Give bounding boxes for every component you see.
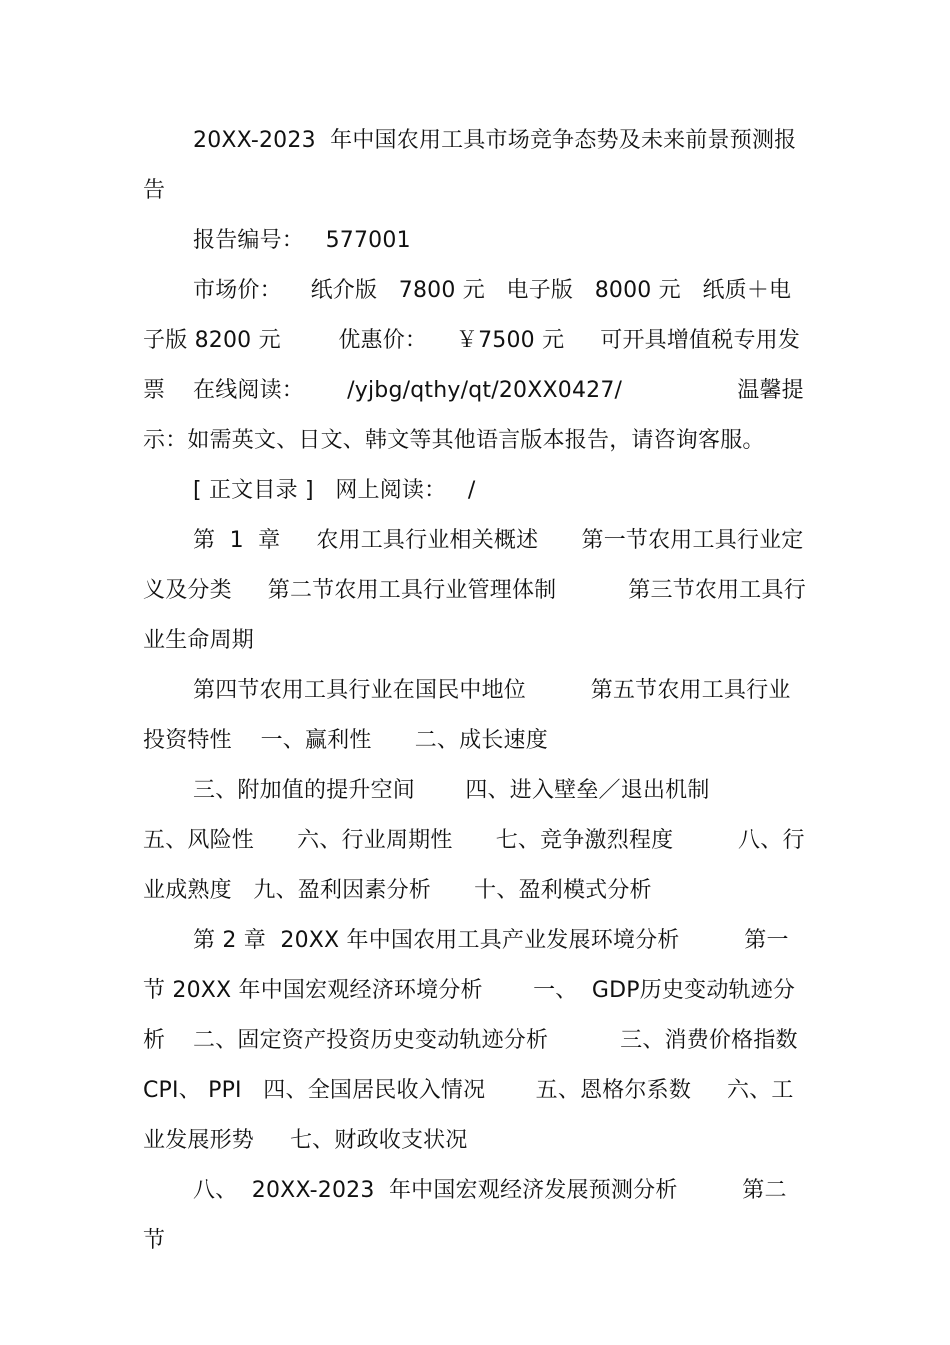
chapter-2-items: 二、固定资产投资历史变动轨迹分析 三、消费价格指数 CPI、 PPI 四、全国居民收入情况 五、恩格尔系数 六、工业发展形势 七、财政收支状况 [143,1028,813,1153]
chapter-2-forecast: 八、 20XX-2023 年中国宏观经济发展预测分析 第二节 [143,1178,787,1253]
chapter-2-overview: 第 2 章 20XX 年中国农用工具产业发展环境分析 第一节 20XX 年中国宏观经济环境分析 一、 GDP历史变动轨迹分析 [143,928,796,1053]
online-reading-notice: 在线阅读： /yjbg/qthy/qt/20XX0427/ 温馨提示：如需英文、日文、韩文等其他语言版本报告，请咨询客服。 [143,378,804,453]
chapter-1-items: 三、附加值的提升空间 四、进入壁垒／退出机制 五、风险性 六、行业周期性 七、竞争激烈程度 八、行业成熟度 九、盈利因素分析 十、盈利模式分析 [143,778,805,903]
report-number: 报告编号： 577001 [193,228,411,253]
report-title: 20XX-2023 年中国农用工具市场竞争态势及未来前景预测报告 [143,128,797,203]
toc-heading: [ 正文目录 ] 网上阅读： / [193,478,476,503]
chapter-1-sections: 第四节农用工具行业在国民中地位 第五节农用工具行业投资特性 一、赢利性 二、成长速度 [143,678,791,753]
price-info: 市场价： 纸介版 7800 元 电子版 8000 元 纸质＋电子版 8200 元 优惠价： ￥7500 元 可开具增值税专用发票 [143,278,801,403]
chapter-1-overview: 第 1 章 农用工具行业相关概述 第一节农用工具行业定义及分类 第二节农用工具行业管理体制 第三节农用工具行业生命周期 [143,528,806,653]
